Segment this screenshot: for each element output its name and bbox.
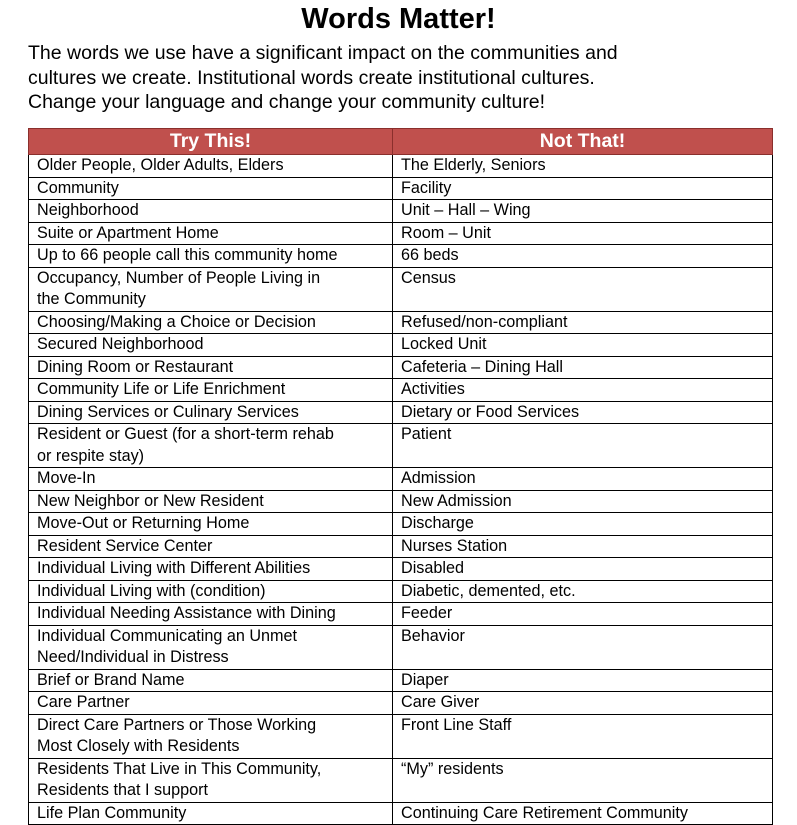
not-that-cell: Feeder <box>393 603 773 626</box>
not-that-cell: New Admission <box>393 490 773 513</box>
try-this-cell: Neighborhood <box>29 200 393 223</box>
not-that-cell: Continuing Care Retirement Community <box>393 802 773 825</box>
not-that-cell: Front Line Staff <box>393 714 773 758</box>
try-this-cell: Individual Living with (condition) <box>29 580 393 603</box>
column-header-try-this: Try This! <box>29 129 393 155</box>
intro-line: cultures we create. Institutional words create institutional cultures. <box>28 66 595 89</box>
table-row <box>29 692 773 715</box>
table-row <box>29 200 773 223</box>
table-row <box>29 356 773 379</box>
not-that-cell: Nurses Station <box>393 535 773 558</box>
try-this-cell: New Neighbor or New Resident <box>29 490 393 513</box>
not-that-cell: The Elderly, Seniors <box>393 155 773 178</box>
try-this-cell: Resident or Guest (for a short-term rehab or respite stay) <box>29 424 393 468</box>
not-that-cell: Discharge <box>393 513 773 536</box>
not-that-cell: Refused/non-compliant <box>393 311 773 334</box>
try-this-cell: Older People, Older Adults, Elders <box>29 155 393 178</box>
intro-line: Change your language and change your community culture! <box>28 91 546 113</box>
try-this-cell: Individual Needing Assistance with Dining <box>29 603 393 626</box>
try-this-cell: Direct Care Partners or Those Working Most Closely with Residents <box>29 714 393 758</box>
try-this-cell: Life Plan Community <box>29 802 393 825</box>
table-row <box>29 535 773 558</box>
table-body <box>29 155 773 825</box>
table-row <box>29 177 773 200</box>
not-that-cell: “My” residents <box>393 758 773 802</box>
table-row <box>29 379 773 402</box>
table-row <box>29 424 773 468</box>
words-table <box>28 128 773 825</box>
try-this-cell: Dining Services or Culinary Services <box>29 401 393 424</box>
not-that-cell: Disabled <box>393 558 773 581</box>
not-that-cell: Census <box>393 267 773 311</box>
table-row <box>29 245 773 268</box>
not-that-cell: Locked Unit <box>393 334 773 357</box>
not-that-cell: Room – Unit <box>393 222 773 245</box>
try-this-cell: Dining Room or Restaurant <box>29 356 393 379</box>
table-row <box>29 490 773 513</box>
not-that-cell: Admission <box>393 468 773 491</box>
try-this-cell: Suite or Apartment Home <box>29 222 393 245</box>
table-row <box>29 603 773 626</box>
try-this-cell: Resident Service Center <box>29 535 393 558</box>
table-row <box>29 401 773 424</box>
not-that-cell: Behavior <box>393 625 773 669</box>
try-this-cell: Residents That Live in This Community, Residents that I support <box>29 758 393 802</box>
table-row <box>29 334 773 357</box>
page-title: Words Matter! <box>301 3 496 35</box>
try-this-cell: Move-Out or Returning Home <box>29 513 393 536</box>
table-row <box>29 222 773 245</box>
not-that-cell: Facility <box>393 177 773 200</box>
try-this-cell: Brief or Brand Name <box>29 669 393 692</box>
try-this-cell: Individual Living with Different Abilities <box>29 558 393 581</box>
try-this-cell: Care Partner <box>29 692 393 715</box>
try-this-cell: Individual Communicating an Unmet Need/Individual in Distress <box>29 625 393 669</box>
not-that-cell: Unit – Hall – Wing <box>393 200 773 223</box>
table-row <box>29 558 773 581</box>
try-this-cell: Community <box>29 177 393 200</box>
table-row <box>29 267 773 311</box>
table-row <box>29 468 773 491</box>
not-that-cell: Care Giver <box>393 692 773 715</box>
try-this-cell: Choosing/Making a Choice or Decision <box>29 311 393 334</box>
table-row <box>29 758 773 802</box>
try-this-cell: Community Life or Life Enrichment <box>29 379 393 402</box>
table-row <box>29 580 773 603</box>
try-this-cell: Secured Neighborhood <box>29 334 393 357</box>
intro-paragraph <box>28 41 788 115</box>
table-row <box>29 714 773 758</box>
not-that-cell: Diaper <box>393 669 773 692</box>
try-this-cell: Move-In <box>29 468 393 491</box>
try-this-cell: Up to 66 people call this community home <box>29 245 393 268</box>
table-header-row <box>29 129 773 155</box>
not-that-cell: Activities <box>393 379 773 402</box>
table-row <box>29 155 773 178</box>
column-header-not-that: Not That! <box>393 129 773 155</box>
not-that-cell: Patient <box>393 424 773 468</box>
table-row <box>29 802 773 825</box>
not-that-cell: Diabetic, demented, etc. <box>393 580 773 603</box>
not-that-cell: Dietary or Food Services <box>393 401 773 424</box>
table-row <box>29 311 773 334</box>
table-row <box>29 625 773 669</box>
table-row <box>29 669 773 692</box>
try-this-cell: Occupancy, Number of People Living in the Community <box>29 267 393 311</box>
not-that-cell: 66 beds <box>393 245 773 268</box>
table-row <box>29 513 773 536</box>
intro-line: The words we use have a significant impact on the communities and <box>28 42 618 64</box>
not-that-cell: Cafeteria – Dining Hall <box>393 356 773 379</box>
